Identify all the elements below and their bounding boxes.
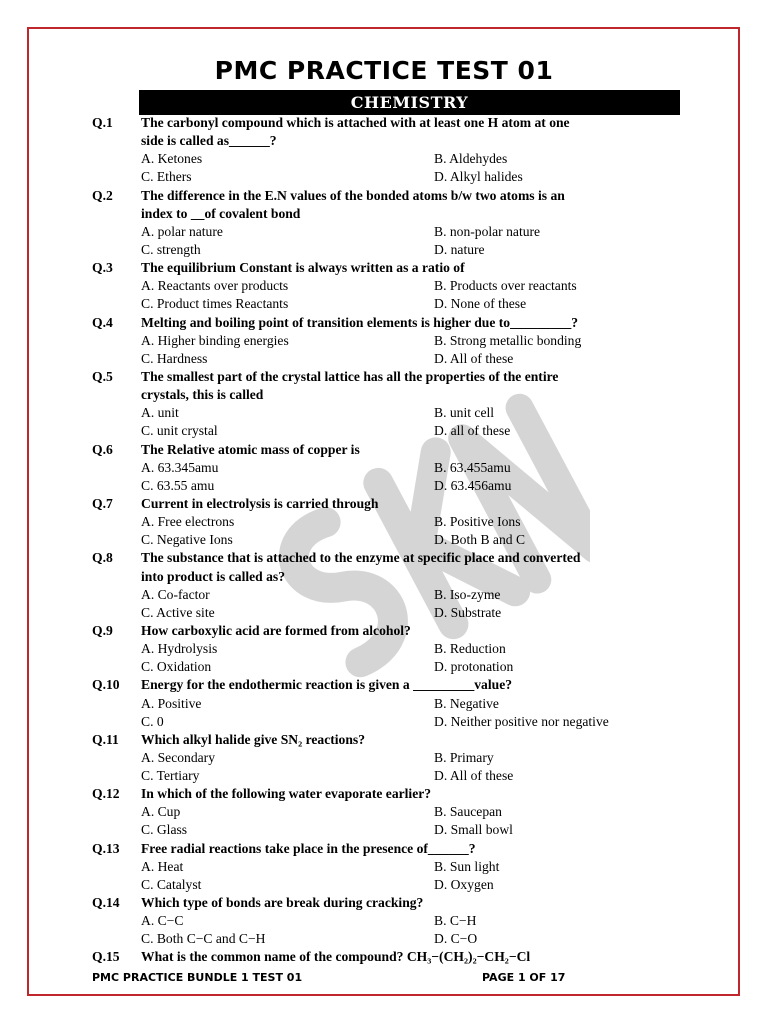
- question-number: Q.14: [92, 895, 120, 911]
- question-item: [92, 622, 682, 676]
- question-line: [92, 114, 682, 132]
- answer-option: B. Negative: [434, 695, 499, 711]
- question-text: The carbonyl compound which is attached with at least one H atom at one: [141, 115, 570, 130]
- answer-option: C. Tertiary: [141, 768, 200, 784]
- answer-option: D. Oxygen: [434, 876, 494, 892]
- answer-option: C. Product times Reactants: [141, 296, 289, 312]
- question-line: [92, 840, 682, 858]
- option-row: [92, 658, 682, 676]
- question-number: Q.3: [92, 260, 113, 276]
- option-row: [92, 404, 682, 422]
- question-text: The substance that is attached to the enzyme at specific place and converted: [141, 550, 581, 566]
- answer-option: D. 63.456amu: [434, 477, 512, 493]
- answer-option: B. Iso-zyme: [434, 586, 501, 602]
- question-item: [92, 368, 682, 441]
- option-row: [92, 586, 682, 604]
- option-row: [92, 513, 682, 531]
- question-number: Q.11: [92, 731, 119, 747]
- answer-option: C. Ethers: [141, 169, 192, 185]
- answer-option: D. Alkyl halides: [434, 169, 523, 185]
- answer-option: B. Saucepan: [434, 804, 502, 820]
- page-title: PMC PRACTICE TEST 01: [214, 56, 554, 85]
- answer-option: D. Small bowl: [434, 822, 513, 838]
- question-line: [92, 205, 682, 223]
- option-row: [92, 295, 682, 313]
- answer-option: B. Primary: [434, 749, 494, 765]
- option-row: [92, 858, 682, 876]
- subject-heading: CHEMISTRY: [139, 90, 680, 115]
- question-text: The equilibrium Constant is always written as a ratio of: [141, 260, 465, 276]
- answer-option: C. Negative Ions: [141, 532, 233, 548]
- question-number: Q.7: [92, 495, 113, 511]
- answer-option: B. Positive Ions: [434, 514, 521, 530]
- question-item: [92, 259, 682, 313]
- answer-option: D. Neither positive nor negative: [434, 713, 609, 729]
- answer-option: A. 63.345amu: [141, 459, 219, 475]
- question-line: [92, 441, 682, 459]
- option-row: [92, 150, 682, 168]
- option-row: [92, 241, 682, 259]
- option-row: [92, 803, 682, 821]
- option-row: [92, 422, 682, 440]
- question-item: [92, 549, 682, 622]
- question-number: Q.6: [92, 441, 113, 457]
- question-list: [92, 114, 682, 967]
- answer-option: C. Hardness: [141, 350, 208, 366]
- question-number: Q.15: [92, 949, 120, 965]
- answer-option: B. non-polar nature: [434, 223, 541, 239]
- option-row: [92, 168, 682, 186]
- answer-option: B. C−H: [434, 913, 477, 929]
- answer-option: C. Active site: [141, 604, 215, 620]
- question-text: index to __of covalent bond: [141, 205, 301, 221]
- answer-option: D. All of these: [434, 768, 514, 784]
- question-text: In which of the following water evaporate earlier?: [141, 786, 432, 802]
- question-number: Q.5: [92, 368, 113, 384]
- answer-option: D. all of these: [434, 423, 511, 439]
- question-item: [92, 948, 682, 966]
- answer-option: A. Secondary: [141, 749, 215, 765]
- answer-option: A. Reactants over products: [141, 278, 289, 294]
- answer-option: D. Both B and C: [434, 532, 526, 548]
- answer-option: C. unit crystal: [141, 423, 218, 439]
- footer-page-number: PAGE 1 OF 17: [482, 971, 566, 984]
- question-text: into product is called as?: [141, 568, 286, 584]
- option-row: [92, 876, 682, 894]
- option-row: [92, 604, 682, 622]
- question-item: [92, 731, 682, 785]
- option-row: [92, 821, 682, 839]
- option-row: [92, 713, 682, 731]
- answer-option: A. C−C: [141, 913, 184, 929]
- answer-option: C. 0: [141, 713, 164, 729]
- question-number: Q.12: [92, 786, 120, 802]
- question-line: [92, 495, 682, 513]
- question-line: [92, 259, 682, 277]
- question-line: [92, 386, 682, 404]
- question-line: [92, 314, 682, 332]
- answer-option: A. Positive: [141, 695, 202, 711]
- answer-option: D. Substrate: [434, 604, 502, 620]
- option-row: [92, 477, 682, 495]
- question-text: Which type of bonds are break during cracking?: [141, 895, 424, 911]
- question-item: [92, 785, 682, 839]
- question-item: [92, 676, 682, 730]
- answer-option: A. Hydrolysis: [141, 641, 218, 657]
- question-text: The Relative atomic mass of copper is: [141, 441, 360, 457]
- question-number: Q.13: [92, 840, 120, 856]
- answer-option: A. Co-factor: [141, 586, 210, 602]
- answer-option: C. strength: [141, 241, 201, 257]
- answer-option: D. None of these: [434, 296, 527, 312]
- question-number: Q.10: [92, 677, 120, 693]
- answer-option: B. unit cell: [434, 405, 495, 421]
- question-line: [92, 622, 682, 640]
- question-line: [92, 894, 682, 912]
- option-row: [92, 531, 682, 549]
- question-number: Q.8: [92, 550, 113, 566]
- answer-option: B. Products over reactants: [434, 278, 577, 294]
- question-line: [92, 676, 682, 694]
- question-item: [92, 840, 682, 894]
- option-row: [92, 912, 682, 930]
- question-number: Q.2: [92, 187, 113, 203]
- answer-option: C. Both C−C and C−H: [141, 931, 266, 947]
- option-row: [92, 640, 682, 658]
- answer-option: A. Heat: [141, 858, 184, 874]
- question-text: Energy for the endothermic reaction is given a _________value?: [141, 677, 513, 693]
- option-row: [92, 930, 682, 948]
- question-text: side is called as______?: [141, 133, 277, 149]
- answer-option: A. Ketones: [141, 151, 203, 167]
- question-text: The smallest part of the crystal lattice has all the properties of the entire: [141, 368, 559, 384]
- answer-option: C. Glass: [141, 822, 188, 838]
- answer-option: C. Oxidation: [141, 659, 212, 675]
- answer-option: A. polar nature: [141, 223, 223, 239]
- question-text: Current in electrolysis is carried through: [141, 495, 379, 511]
- question-text: Melting and boiling point of transition elements is higher due to_________?: [141, 314, 579, 330]
- option-row: [92, 749, 682, 767]
- question-text: Free radial reactions take place in the presence of______?: [141, 840, 476, 856]
- question-item: [92, 894, 682, 948]
- question-number: Q.1: [92, 115, 113, 130]
- answer-option: D. C−O: [434, 931, 478, 947]
- question-item: [92, 441, 682, 495]
- option-row: [92, 223, 682, 241]
- question-item: [92, 114, 682, 187]
- option-row: [92, 350, 682, 368]
- question-line: [92, 568, 682, 586]
- answer-option: B. Sun light: [434, 858, 500, 874]
- question-number: Q.9: [92, 622, 113, 638]
- answer-option: D. protonation: [434, 659, 514, 675]
- answer-option: B. Strong metallic bonding: [434, 332, 582, 348]
- question-item: [92, 187, 682, 260]
- answer-option: A. Cup: [141, 804, 181, 820]
- option-row: [92, 277, 682, 295]
- answer-option: C. Catalyst: [141, 876, 202, 892]
- question-item: [92, 495, 682, 549]
- question-text: How carboxylic acid are formed from alcohol?: [141, 622, 411, 638]
- question-line: [92, 187, 682, 205]
- question-line: [92, 132, 682, 150]
- option-row: [92, 767, 682, 785]
- answer-option: B. Reduction: [434, 641, 506, 657]
- question-line: [92, 731, 682, 749]
- answer-option: D. All of these: [434, 350, 514, 366]
- option-row: [92, 459, 682, 477]
- answer-option: B. 63.455amu: [434, 459, 511, 475]
- question-number: Q.4: [92, 314, 113, 330]
- question-line: [92, 948, 682, 966]
- answer-option: A. unit: [141, 405, 179, 421]
- answer-option: A. Free electrons: [141, 514, 235, 530]
- option-row: [92, 332, 682, 350]
- question-text: The difference in the E.N values of the bonded atoms b/w two atoms is an: [141, 187, 565, 203]
- question-text: What is the common name of the compound? CH₃−(CH₂)₂−CH₂−Cl: [141, 949, 531, 965]
- answer-option: A. Higher binding energies: [141, 332, 289, 348]
- footer-bundle-label: PMC PRACTICE BUNDLE 1 TEST 01: [92, 971, 303, 984]
- question-text: Which alkyl halide give SN₂ reactions?: [141, 731, 365, 747]
- question-line: [92, 549, 682, 567]
- question-line: [92, 785, 682, 803]
- answer-option: C. 63.55 amu: [141, 477, 215, 493]
- answer-option: B. Aldehydes: [434, 151, 508, 167]
- question-text: crystals, this is called: [141, 387, 264, 403]
- option-row: [92, 695, 682, 713]
- question-item: [92, 314, 682, 368]
- question-line: [92, 368, 682, 386]
- answer-option: D. nature: [434, 241, 485, 257]
